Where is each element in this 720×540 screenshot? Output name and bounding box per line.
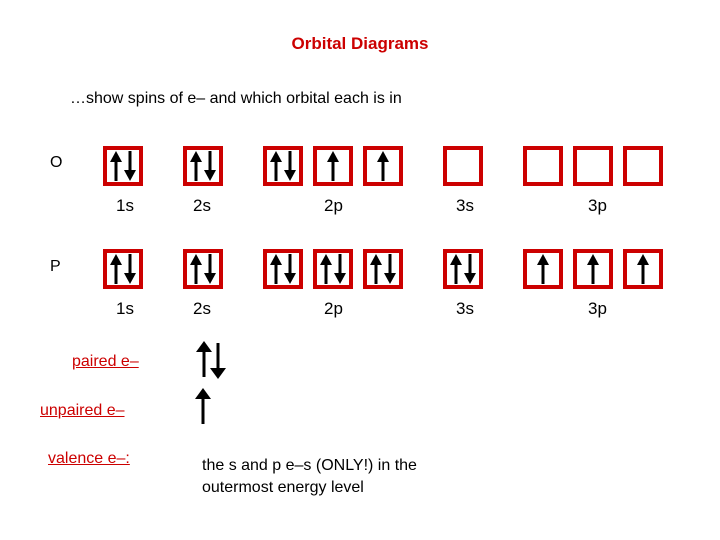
spin-up-arrowhead: [270, 254, 282, 265]
spin-down-arrowhead: [124, 273, 136, 284]
spin-down-arrowhead: [284, 273, 296, 284]
sublevel-label-2s: 2s: [193, 299, 211, 318]
sublevel-label-3p: 3p: [588, 299, 607, 318]
page-title: Orbital Diagrams: [291, 34, 429, 53]
unpaired-arrow-icon: [193, 388, 213, 426]
empty-orbital-icon: [577, 150, 609, 182]
legend-valence-label: valence e–:: [48, 450, 130, 467]
spin-up-arrowhead: [370, 254, 382, 265]
paired-electrons-icon: [317, 253, 349, 285]
spin-down-arrowhead: [384, 273, 396, 284]
sublevel-label-1s: 1s: [116, 299, 134, 318]
orbital-box: [103, 249, 143, 289]
orbital-box: [443, 146, 483, 186]
orbital-box: [523, 146, 563, 186]
orbital-box: [623, 249, 663, 289]
valence-definition-line-1: the s and p e–s (ONLY!) in the: [202, 457, 417, 474]
valence-definition-line-2: outermost energy level: [202, 479, 364, 496]
orbital-box: [183, 146, 223, 186]
orbital-box: [523, 249, 563, 289]
spin-up-arrowhead: [637, 254, 649, 265]
orbital-box: [313, 146, 353, 186]
orbital-box: [263, 146, 303, 186]
spin-down-arrowhead: [124, 170, 136, 181]
spin-up-arrowhead: [190, 151, 202, 162]
spin-up-arrowhead: [537, 254, 549, 265]
orbital-box: [573, 249, 613, 289]
paired-electrons-icon: [187, 253, 219, 285]
paired-electrons-icon: [267, 253, 299, 285]
unpaired-electron-icon: [627, 253, 659, 285]
sublevel-label-1s: 1s: [116, 196, 134, 215]
spin-up-arrowhead: [450, 254, 462, 265]
empty-orbital-icon: [627, 150, 659, 182]
unpaired-electron-icon: [367, 150, 399, 182]
empty-orbital-icon: [527, 150, 559, 182]
spin-down-arrowhead: [334, 273, 346, 284]
spin-up-arrowhead: [587, 254, 599, 265]
paired-electrons-icon: [267, 150, 299, 182]
element-symbol-phosphorus: P: [50, 258, 61, 275]
spin-down-arrowhead: [204, 273, 216, 284]
sublevel-label-3s: 3s: [456, 196, 474, 215]
spin-up-arrowhead: [110, 151, 122, 162]
paired-electrons-icon: [187, 150, 219, 182]
paired-electrons-icon: [107, 253, 139, 285]
unpaired-electron-icon: [577, 253, 609, 285]
paired-electrons-icon: [107, 150, 139, 182]
orbital-box: [183, 249, 223, 289]
spin-up-arrowhead: [190, 254, 202, 265]
sublevel-label-3s: 3s: [456, 299, 474, 318]
spin-up-arrowhead: [327, 151, 339, 162]
empty-orbital-icon: [447, 150, 479, 182]
spin-down-arrowhead: [464, 273, 476, 284]
orbital-box: [363, 249, 403, 289]
orbital-box: [313, 249, 353, 289]
spin-up-arrowhead: [270, 151, 282, 162]
spin-down-arrowhead: [204, 170, 216, 181]
valence-definition: [202, 455, 417, 499]
spin-up-arrowhead: [320, 254, 332, 265]
orbital-box: [103, 146, 143, 186]
spin-up-arrowhead: [110, 254, 122, 265]
legend-unpaired-label: unpaired e–: [40, 402, 125, 419]
sublevel-label-3p: 3p: [588, 196, 607, 215]
unpaired-electron-icon: [527, 253, 559, 285]
sublevel-label-2p: 2p: [324, 299, 343, 318]
legend-paired-label: paired e–: [72, 353, 139, 370]
paired-electrons-icon: [367, 253, 399, 285]
spin-up-arrowhead: [377, 151, 389, 162]
spin-down-arrowhead: [284, 170, 296, 181]
unpaired-electron-icon: [317, 150, 349, 182]
paired-electrons-icon: [447, 253, 479, 285]
orbital-box: [263, 249, 303, 289]
orbital-box: [363, 146, 403, 186]
paired-arrows-icon: [193, 341, 229, 379]
sublevel-label-2p: 2p: [324, 196, 343, 215]
subtitle: …show spins of e– and which orbital each is in: [70, 90, 402, 107]
orbital-box: [623, 146, 663, 186]
orbital-box: [443, 249, 483, 289]
orbital-box: [573, 146, 613, 186]
element-symbol-oxygen: O: [50, 154, 63, 171]
sublevel-label-2s: 2s: [193, 196, 211, 215]
